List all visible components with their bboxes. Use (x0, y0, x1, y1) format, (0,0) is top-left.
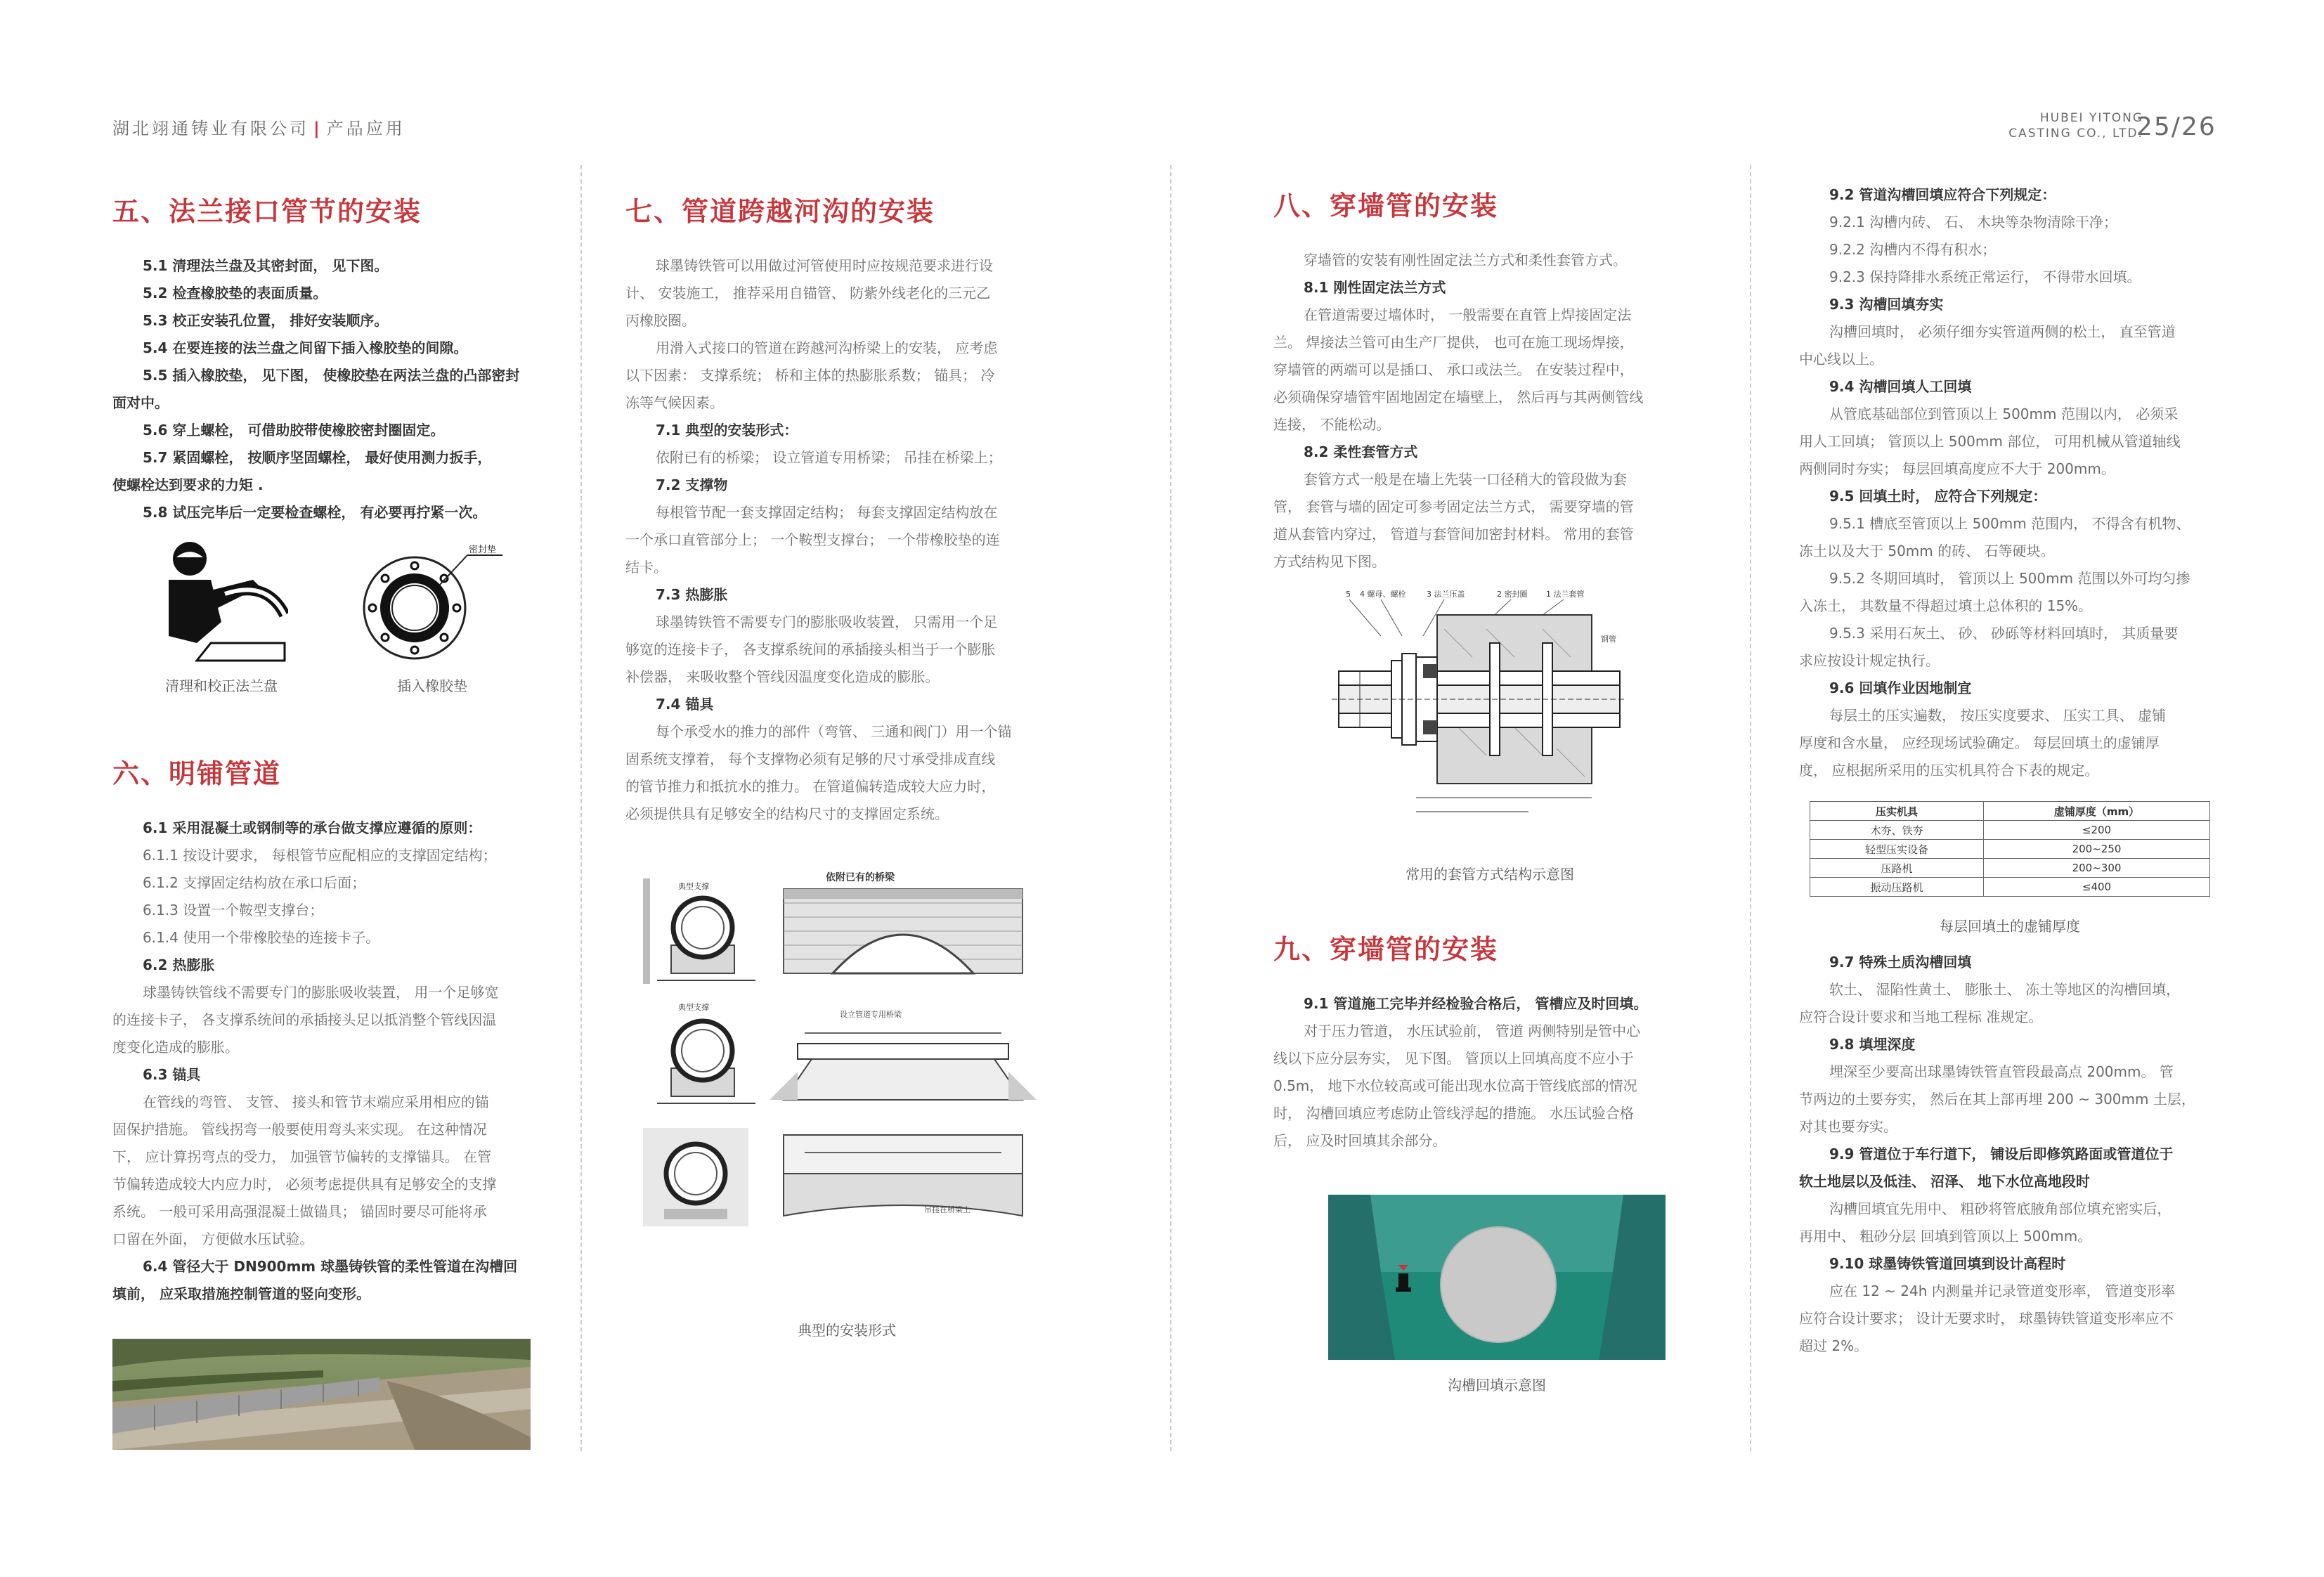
table-cell: 振动压路机 (1810, 878, 1984, 897)
paragraph-line: 求应按设计规定执行。 (1799, 652, 1940, 669)
company-name: 湖北翊通铸业有限公司 (112, 119, 309, 138)
list-item: 5.2 检查橡胶垫的表面质量。 (143, 285, 327, 301)
paragraph-line: 节两边的土要夯实， 然后在其上部再埋 200 ~ 300mm 土层， (1799, 1091, 2195, 1108)
sleeve-structure-figure (1332, 587, 1627, 829)
subheading: 7.3 热膨胀 (656, 586, 728, 603)
list-item: 6.4 管径大于 DN900mm 球墨铸铁管的柔性管道在沟槽回 (143, 1258, 518, 1275)
paragraph-line: 穿墙管的两端可以是插口、 承口或法兰。 在安装过程中， (1273, 361, 1634, 378)
paragraph-line: 度， 应根据所采用的压实机具符合下表的规定。 (1799, 762, 2099, 779)
column-3-lower (1273, 928, 1709, 1155)
paragraph-line: 对于压力管道， 水压试验前， 管道 两侧特别是管中心 (1304, 1023, 1641, 1039)
table-header-row (1810, 802, 2210, 821)
subheading: 9.6 回填作业因地制宜 (1829, 680, 1972, 696)
paragraph-line: 的管节推力和抵抗水的推力。 在管道偏转造成较大应力时， (625, 778, 996, 795)
paragraph-line: 沟槽回填宜先用中、 粗砂将管底腋角部位填充密实后， (1829, 1200, 2172, 1217)
table-row (1810, 840, 2210, 859)
list-item: 5.8 试压完毕后一定要检查螺栓， 有必要再拧紧一次。 (143, 504, 487, 521)
list-item: 填前， 应采取措施控制管道的竖向变形。 (112, 1285, 370, 1302)
table-cell: ≤400 (1984, 878, 2210, 897)
paragraph-line: 用滑入式接口的管道在跨越河沟桥梁上的安装， 应考虑 (656, 339, 998, 356)
table-row (1810, 878, 2210, 897)
paragraph-line: 入冻土， 其数量不得超过填土总体积的 15%。 (1799, 597, 2093, 614)
table-header-cell: 虚铺厚度（mm） (1984, 802, 2210, 821)
label-hang-bridge: 吊挂在桥梁上 (924, 1205, 971, 1214)
list-item: 5.6 穿上螺栓， 可借助胶带使橡胶密封圈固定。 (143, 422, 445, 439)
list-item: 节偏转造成较大内应力时， 必须考虑提供具有足够安全的支撑 (112, 1176, 497, 1193)
sleeve-label-5: 5 (1346, 590, 1351, 599)
label-dedicated-bridge: 设立管道专用桥梁 (840, 1010, 902, 1019)
column-divider (1750, 165, 1751, 1451)
list-item: 的连接卡子， 各支撑系统间的承插接头足以抵消整个管线因温 (112, 1011, 497, 1028)
paragraph-line: 超过 2%。 (1799, 1337, 1869, 1354)
paragraph-line: 后， 应及时回填其余部分。 (1273, 1132, 1447, 1149)
section-6-title: 六、明铺管道 (112, 758, 282, 789)
list-item: 6.3 锚具 (143, 1066, 201, 1083)
list-item: 在管线的弯管、 支管、 接头和管节末端应采用相应的锚 (143, 1093, 489, 1110)
column-4-lower (1799, 949, 2238, 1360)
label-typical-support: 典型支撑 (678, 882, 709, 891)
subheading: 9.1 管道施工完毕并经检验合格后， 管槽应及时回填。 (1304, 995, 1648, 1012)
paragraph-line: 结卡。 (625, 559, 668, 576)
column-divider (580, 165, 582, 1451)
paragraph-line: 必须确保穿墙管牢固地固定在墙壁上， 然后再与其两侧管线 (1273, 389, 1644, 405)
paragraph-line: 连接， 不能松动。 (1273, 416, 1391, 433)
list-item: 5.1 清理法兰盘及其密封面， 见下图。 (143, 257, 389, 274)
paragraph-line: 一个承口直管部分上； 一个鞍型支撑台； 一个带橡胶垫的连 (625, 531, 1000, 548)
trench-backfill-figure (1328, 1195, 1666, 1360)
column-1-lower (112, 752, 534, 1308)
section-7-title: 七、管道跨越河沟的安装 (625, 196, 935, 227)
column-4 (1799, 181, 2238, 784)
paragraph-line: 球墨铸铁管可以用做过河管使用时应按规范要求进行设 (656, 257, 993, 274)
typical-installation-figure (643, 868, 1037, 1247)
sleeve-label-steel-pipe: 钢管 (1601, 635, 1616, 644)
section-8-title: 八、穿墙管的安装 (1273, 190, 1499, 221)
list-item: 度变化造成的膨胀。 (112, 1039, 239, 1056)
paragraph-line: 每根管节配一套支撑固定结构； 每套支撑固定结构放在 (656, 504, 998, 521)
subheading: 9.10 球墨铸铁管道回填到设计高程时 (1829, 1255, 2066, 1272)
paragraph-line: 沟槽回填时， 必须仔细夯实管道两侧的松土， 直至管道 (1829, 323, 2176, 340)
table-cell: ≤200 (1984, 821, 2210, 840)
paragraph-line: 冻土以及大于 50mm 的砖、 石等硬块。 (1799, 543, 2055, 559)
header-section: 产品应用 (326, 119, 405, 138)
paragraph-line: 兰。 焊接法兰管可由生产厂提供， 也可在施工现场焊接， (1273, 334, 1634, 351)
paragraph-line: 道从套管内穿过， 管道与套管间加密封材料。 常用的套管 (1273, 526, 1634, 543)
paragraph-line: 方式结构见下图。 (1273, 553, 1386, 570)
list-item: 6.1 采用混凝土或钢制等的承台做支撑应遵循的原则： (143, 819, 482, 836)
paragraph-line: 以下因素： 支撑系统； 桥和主体的热膨胀系数； 锚具； 冷 (625, 367, 995, 384)
clean-flange-figure (155, 538, 288, 671)
paragraph-line: 固系统支撑着， 每个支撑物必须有足够的尺寸承受排成直线 (625, 751, 996, 767)
paragraph-line: 依附已有的桥梁； 设立管道专用桥梁； 吊挂在桥梁上； (656, 449, 1002, 466)
paragraph-line: 每个承受水的推力的部件（弯管、 三通和阀门）用一个锚 (656, 723, 1012, 740)
list-item: 5.3 校正安装孔位置， 排好安装顺序。 (143, 312, 389, 329)
paragraph-line: 软土、 湿陷性黄土、 膨胀土、 冻土等地区的沟槽回填， (1829, 981, 2181, 998)
sleeve-label-4: 4 螺母、螺栓 (1360, 590, 1406, 599)
table-caption: 每层回填土的虚铺厚度 (1940, 918, 2080, 935)
header-english-name (1982, 110, 2143, 141)
paragraph-line: 9.2.2 沟槽内不得有积水； (1829, 241, 1997, 258)
subheading: 7.4 锚具 (656, 696, 714, 713)
list-item: 6.1.2 支撑固定结构放在承口后面； (143, 874, 366, 891)
paragraph-line: 中心线以上。 (1799, 351, 1883, 368)
label-typical-support: 典型支撑 (678, 1003, 709, 1012)
figure-caption: 插入橡胶垫 (397, 677, 467, 694)
paragraph-line: 线以下应分层夯实， 见下图。 管顶以上回填高度不应小于 (1273, 1050, 1634, 1067)
table-cell: 压路机 (1810, 859, 1984, 878)
paragraph-line: 9.2.3 保持降排水系统正常运行， 不得带水回填。 (1829, 268, 2141, 285)
paragraph-line: 在管道需要过墙体时， 一般需要在直管上焊接固定法 (1304, 306, 1632, 323)
table-row (1810, 821, 2210, 840)
paragraph-line: 两侧同时夯实； 每层回填高度应不大于 200mm。 (1799, 460, 2115, 477)
paragraph-line: 穿墙管的安装有刚性固定法兰方式和柔性套管方式。 (1304, 252, 1627, 268)
subheading: 8.1 刚性固定法兰方式 (1304, 279, 1446, 296)
list-item: 使螺栓达到要求的力矩 . (112, 476, 264, 493)
paragraph-line: 应符合设计要求和当地工程标 准规定。 (1799, 1008, 2043, 1025)
insert-gasket-figure (362, 545, 509, 671)
list-item: 球墨铸铁管线不需要专门的膨胀吸收装置， 用一个足够宽 (143, 984, 499, 1001)
paragraph-line: 埋深至少要高出球墨铸铁管直管段最高点 200mm。 管 (1829, 1063, 2174, 1080)
list-item: 5.7 紧固螺栓， 按顺序坚固螺栓， 最好使用测力扳手， (143, 449, 492, 466)
section-9-title: 九、穿墙管的安装 (1273, 934, 1499, 965)
paragraph-line: 必须提供具有足够安全的结构尺寸的支撑固定系统。 (625, 805, 949, 822)
pipeline-photo (112, 1339, 531, 1450)
subheading: 7.1 典型的安装形式： (656, 422, 798, 439)
section-5-body (112, 252, 534, 526)
paragraph-line: 厚度和含水量， 应经现场试验确定。 每层回填土的虚铺厚 (1799, 734, 2160, 751)
table-cell: 200~300 (1984, 859, 2210, 878)
table-cell: 200~250 (1984, 840, 2210, 859)
figure-caption: 沟槽回填示意图 (1448, 1377, 1546, 1394)
paragraph-line: 对其也要夯实。 (1799, 1118, 1897, 1135)
paragraph-line: 丙橡胶圈。 (625, 312, 696, 329)
paragraph-line: 管， 套管与墙的固定可参考固定法兰方式， 需要穿墙的管 (1273, 498, 1634, 515)
compaction-table (1810, 801, 2210, 897)
header-company (112, 115, 405, 139)
subheading: 8.2 柔性套管方式 (1304, 443, 1418, 460)
subheading: 9.3 沟槽回填夯实 (1829, 296, 1944, 313)
paragraph-line: 套管方式一般是在墙上先装一口径稍大的管段做为套 (1304, 471, 1627, 488)
list-item: 固保护措施。 管线拐弯一般要使用弯头来实现。 在这种情况 (112, 1121, 487, 1138)
subheading: 9.8 填埋深度 (1829, 1036, 1916, 1053)
paragraph-line: 时， 沟槽回填应考虑防止管线浮起的措施。 水压试验合格 (1273, 1105, 1634, 1122)
subheading: 7.2 支撑物 (656, 476, 728, 493)
table-cell: 轻型压实设备 (1810, 840, 1984, 859)
paragraph-line: 计、 安装施工， 推荐采用自锚管、 防紫外线老化的三元乙 (625, 285, 991, 301)
subheading: 9.5 回填土时， 应符合下列规定： (1829, 488, 2047, 505)
page-number: 25/26 (2136, 112, 2216, 141)
list-item: 5.5 插入橡胶垫， 见下图， 使橡胶垫在两法兰盘的凸部密封 (143, 367, 520, 384)
column-3 (1273, 184, 1709, 576)
table-row (1810, 859, 2210, 878)
subheading: 9.4 沟槽回填人工回填 (1829, 378, 1972, 395)
sleeve-label-1: 1 法兰套管 (1546, 590, 1585, 599)
sleeve-label-3: 3 法兰压盖 (1427, 590, 1465, 599)
list-item: 6.2 热膨胀 (143, 956, 215, 973)
english-name-line2: CASTING CO., LTD. (2008, 126, 2143, 141)
paragraph-line: 从管底基础部位到管顶以上 500mm 范围以内， 必须采 (1829, 405, 2179, 422)
paragraph-line: 够宽的连接卡子， 各支撑系统间的承插接头相当于一个膨胀 (625, 641, 996, 658)
subheading: 软土地层以及低洼、 沼泽、 地下水位高地段时 (1799, 1173, 2090, 1190)
english-name-line1: HUBEI YITONG (2039, 111, 2143, 125)
subheading: 9.2 管道沟槽回填应符合下列规定： (1829, 186, 2056, 203)
paragraph-line: 应在 12 ~ 24h 内测量并记录管道变形率， 管道变形率 (1829, 1283, 2176, 1299)
list-item: 5.4 在要连接的法兰盘之间留下插入橡胶垫的间隙。 (143, 339, 468, 356)
table-cell: 木夯、铁夯 (1810, 821, 1984, 840)
paragraph-line: 冻等气候因素。 (625, 394, 724, 411)
figure-caption: 典型的安装形式 (798, 1322, 896, 1339)
paragraph-line: 应符合设计要求； 设计无要求时， 球墨铸铁管道变形率应不 (1799, 1310, 2174, 1327)
table-header-cell: 压实机具 (1810, 802, 1984, 821)
paragraph-line: 9.5.1 槽底至管顶以上 500mm 范围内， 不得含有机物、 (1829, 515, 2190, 532)
list-item: 口留在外面， 方便做水压试验。 (112, 1231, 314, 1247)
paragraph-line: 球墨铸铁管不需要专门的膨胀吸收装置， 只需用一个足 (656, 614, 998, 630)
paragraph-line: 用人工回填； 管顶以上 500mm 部位， 可用机械从管道轴线 (1799, 433, 2181, 450)
header-separator: | (313, 119, 323, 138)
label-existing-bridge: 依附已有的桥梁 (826, 872, 895, 883)
list-item: 系统。 一般可采用高强混凝土做锚具； 锚固时要尽可能将承 (112, 1203, 487, 1220)
column-2 (625, 190, 1061, 828)
list-item: 6.1.3 设置一个鞍型支撑台； (143, 902, 324, 919)
paragraph-line: 补偿器， 来吸收整个管线因温度变化造成的膨胀。 (625, 668, 940, 685)
paragraph-line: 0.5m， 地下水位较高或可能出现水位高于管线底部的情况 (1273, 1077, 1637, 1094)
figure-caption: 清理和校正法兰盘 (165, 677, 278, 694)
gasket-label: 密封垫 (469, 545, 497, 555)
section-5-title: 五、法兰接口管节的安装 (112, 196, 422, 227)
paragraph-line: 9.2.1 沟槽内砖、 石、 木块等杂物清除干净； (1829, 214, 2117, 231)
subheading: 9.9 管道位于车行道下， 铺设后即修筑路面或管道位于 (1829, 1146, 2174, 1162)
list-item: 下， 应计算拐弯点的受力， 加强管节偏转的支撑锚具。 在管 (112, 1148, 492, 1165)
paragraph-line: 再用中、 粗砂分层 回填到管顶以上 500mm。 (1799, 1228, 2092, 1245)
list-item: 面对中。 (112, 394, 169, 411)
subheading: 9.7 特殊土质沟槽回填 (1829, 954, 1972, 971)
paragraph-line: 9.5.2 冬期回填时， 管顶以上 500mm 范围以外可均匀掺 (1829, 570, 2190, 587)
list-item: 6.1.4 使用一个带橡胶垫的连接卡子。 (143, 929, 380, 946)
column-divider (1170, 165, 1171, 1451)
paragraph-line: 9.5.3 采用石灰土、 砂、 砂砾等材料回填时， 其质量要 (1829, 625, 2179, 642)
paragraph-line: 每层土的压实遍数， 按压实度要求、 压实工具、 虚铺 (1829, 707, 2167, 724)
list-item: 6.1.1 按设计要求， 每根管节应配相应的支撑固定结构； (143, 847, 497, 864)
column-1 (112, 190, 534, 526)
sleeve-label-2: 2 密封圈 (1497, 590, 1528, 599)
figure-caption: 常用的套管方式结构示意图 (1406, 866, 1574, 883)
